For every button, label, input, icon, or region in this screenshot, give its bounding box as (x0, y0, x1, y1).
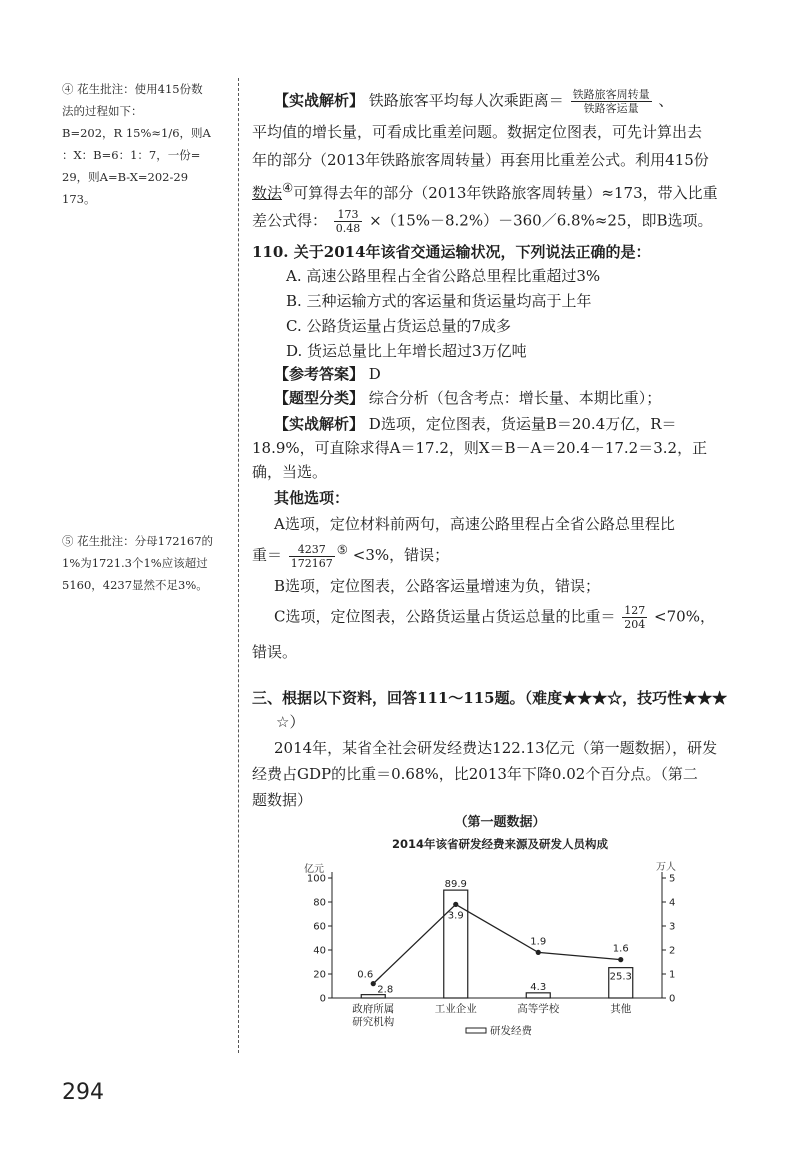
right-tick-label: 1 (669, 969, 676, 981)
q110-analysis-line2: 18.9%，可直除求得A＝17.2，则X＝B－A＝20.4－17.2＝3.2，正 (252, 439, 708, 457)
value-fraction (334, 208, 363, 235)
analysis-text: <3%，错误； (352, 546, 450, 564)
staff-value-label: 1.6 (612, 943, 629, 955)
left-tick-label: 0 (319, 993, 326, 1005)
footnote-mark: ④ (282, 180, 294, 195)
q109-analysis-line3: 年的部分（2013年铁路旅客周转量）再套用比重差公式。利用415份 (252, 151, 709, 169)
section-heading-cont: ☆） (276, 713, 305, 731)
q109-analysis-line5 (252, 208, 713, 235)
analysis-text: C选项，定位图表，公路货运量占货运总量的比重＝ (274, 607, 616, 626)
fraction-numerator: 127 (624, 604, 646, 617)
type-text: 综合分析（包含考点：增长量、本期比重）； (368, 389, 662, 407)
side-note-line: ④ 花生批注：使用415份数 (62, 82, 203, 96)
bar (526, 993, 550, 998)
right-tick-label: 3 (669, 921, 676, 933)
staff-value-label: 3.9 (447, 910, 464, 922)
left-axis-unit: 亿元 (304, 864, 324, 875)
left-tick-label: 80 (313, 897, 326, 909)
staff-value-label: 1.9 (530, 936, 547, 948)
category-label: 高等学校 (517, 1003, 560, 1015)
chart-header: （第一题数据） (454, 815, 546, 830)
material-line3: 题数据） (252, 791, 313, 809)
analysis-text: 可算得去年的部分（2013年铁路旅客周转量）≈173，带入比重 (293, 184, 718, 202)
trailing-comma: 、 (658, 91, 674, 110)
margin-divider (238, 78, 239, 1053)
left-tick-label: 40 (313, 945, 326, 957)
bar-value-label: 25.3 (609, 971, 632, 983)
fraction-numerator: 4237 (289, 543, 335, 557)
material-line1: 2014年，某省全社会研发经费达122.13亿元（第一题数据），研发 (274, 739, 718, 757)
material-line2: 经费占GDP的比重＝0.68%，比2013年下降0.02个百分点。（第二 (252, 765, 698, 783)
staff-point (453, 902, 458, 907)
category-label: 研究机构 (352, 1016, 395, 1028)
category-label: 工业企业 (434, 1003, 477, 1015)
right-tick-label: 5 (669, 873, 676, 885)
analysis-text: 重＝ (252, 546, 283, 564)
q110-type (274, 388, 661, 408)
freight-ratio-fraction (622, 604, 647, 631)
q110-analysis-line3: 确，当选。 (252, 463, 328, 481)
q110-answer (274, 364, 381, 384)
staff-point (536, 950, 541, 955)
right-axis-unit: 万人 (656, 862, 676, 873)
staff-point (371, 981, 376, 986)
staff-point (618, 957, 623, 962)
analysis-label: 【实战解析】 (274, 91, 365, 110)
side-note-line: ⑤ 花生批注：分母172167的 (62, 534, 214, 548)
analysis-text: 铁路旅客平均每人次乘距离＝ (368, 91, 564, 110)
option-a-analysis-line2 (252, 540, 449, 570)
right-tick-label: 0 (669, 993, 676, 1005)
side-note-line: 5160，4237显然不足3%。 (62, 578, 208, 592)
q110-stem: 110. 关于2014年该省交通运输状况，下列说法正确的是： (252, 243, 651, 261)
staff-line (373, 904, 621, 983)
ratio-fraction (571, 88, 652, 115)
fraction-numerator: 173 (334, 208, 363, 222)
left-tick-label: 100 (306, 873, 326, 885)
side-note-line: 1%为1721.3个1%应该超过 (62, 556, 208, 570)
q109-analysis-line4 (252, 178, 718, 203)
page-number: 294 (62, 1080, 104, 1105)
other-options-title: 其他选项： (274, 489, 350, 507)
analysis-text: 差公式得： (252, 211, 328, 230)
side-note-line: 29，则A=B-X=202-29 (62, 170, 189, 184)
fraction-denominator: 204 (624, 618, 646, 631)
fraction-denominator: 172167 (290, 556, 333, 570)
side-note-5 (62, 530, 232, 596)
option-c-analysis-line2: 错误。 (252, 643, 298, 661)
side-note-line: 173。 (62, 192, 96, 206)
bar-value-label: 2.8 (377, 984, 394, 996)
bar-value-label: 4.3 (530, 981, 547, 993)
q110-option-d: D. 货运总量比上年增长超过3万亿吨 (286, 342, 527, 360)
chart-title: 2014年该省研发经费来源及研发人员构成 (391, 837, 609, 851)
fraction-denominator: 铁路客运量 (583, 102, 639, 115)
rd-chart (270, 808, 730, 1048)
analysis-text: ×（15%－8.2%）－360／6.8%≈25，即B选项。 (369, 211, 713, 230)
fraction-numerator: 铁路旅客周转量 (572, 88, 650, 101)
q110-option-c: C. 公路货运量占货运总量的7成多 (286, 317, 512, 335)
footnote-mark: ⑤ (336, 542, 349, 557)
option-c-analysis-line1 (274, 604, 715, 631)
answer-value: D (368, 365, 381, 383)
q110-analysis-line1 (274, 414, 677, 434)
type-label: 【题型分类】 (274, 389, 365, 407)
analysis-text: <70%， (654, 607, 715, 626)
analysis-label: 【实战解析】 (274, 415, 365, 433)
category-label: 政府所属 (352, 1003, 395, 1015)
option-a-analysis-line1: A选项，定位材料前两句，高速公路里程占全省公路总里程比 (274, 515, 675, 533)
answer-label: 【参考答案】 (274, 365, 365, 383)
analysis-text: D选项，定位图表，货运量B＝20.4万亿，R＝ (368, 415, 677, 433)
right-tick-label: 4 (669, 897, 676, 909)
q109-analysis-line2: 平均值的增长量，可看成比重差问题。数据定位图表，可先计算出去 (252, 123, 703, 141)
left-tick-label: 60 (313, 921, 326, 933)
side-note-line: ：X：B=6：1：7，一份= (62, 148, 201, 162)
highway-ratio-fraction (289, 543, 335, 570)
q110-option-a: A. 高速公路里程占全省公路总里程比重超过3% (286, 267, 601, 285)
q110-option-b: B. 三种运输方式的客运量和货运量均高于上年 (286, 292, 592, 310)
side-note-line: 法的过程如下： (62, 104, 143, 118)
category-label: 其他 (610, 1003, 632, 1015)
right-tick-label: 2 (669, 945, 676, 957)
left-tick-label: 20 (313, 969, 326, 981)
section-heading: 三、根据以下资料，回答111～115题。（难度★★★☆，技巧性★★★ (252, 689, 728, 707)
legend-label: 研发经费 (490, 1025, 532, 1037)
option-b-analysis: B选项，定位图表，公路客运量增速为负，错误； (274, 577, 601, 595)
chart-marks (307, 872, 675, 1037)
method-term: 数法 (252, 184, 283, 202)
q109-analysis-line1 (274, 88, 673, 115)
bar-value-label: 89.9 (444, 879, 467, 891)
side-note-4 (62, 78, 232, 210)
staff-value-label: 0.6 (357, 969, 374, 981)
side-note-line: B=202，R 15%≈1/6，则A (62, 126, 211, 140)
legend-swatch (466, 1028, 486, 1033)
fraction-denominator: 0.48 (335, 222, 361, 235)
